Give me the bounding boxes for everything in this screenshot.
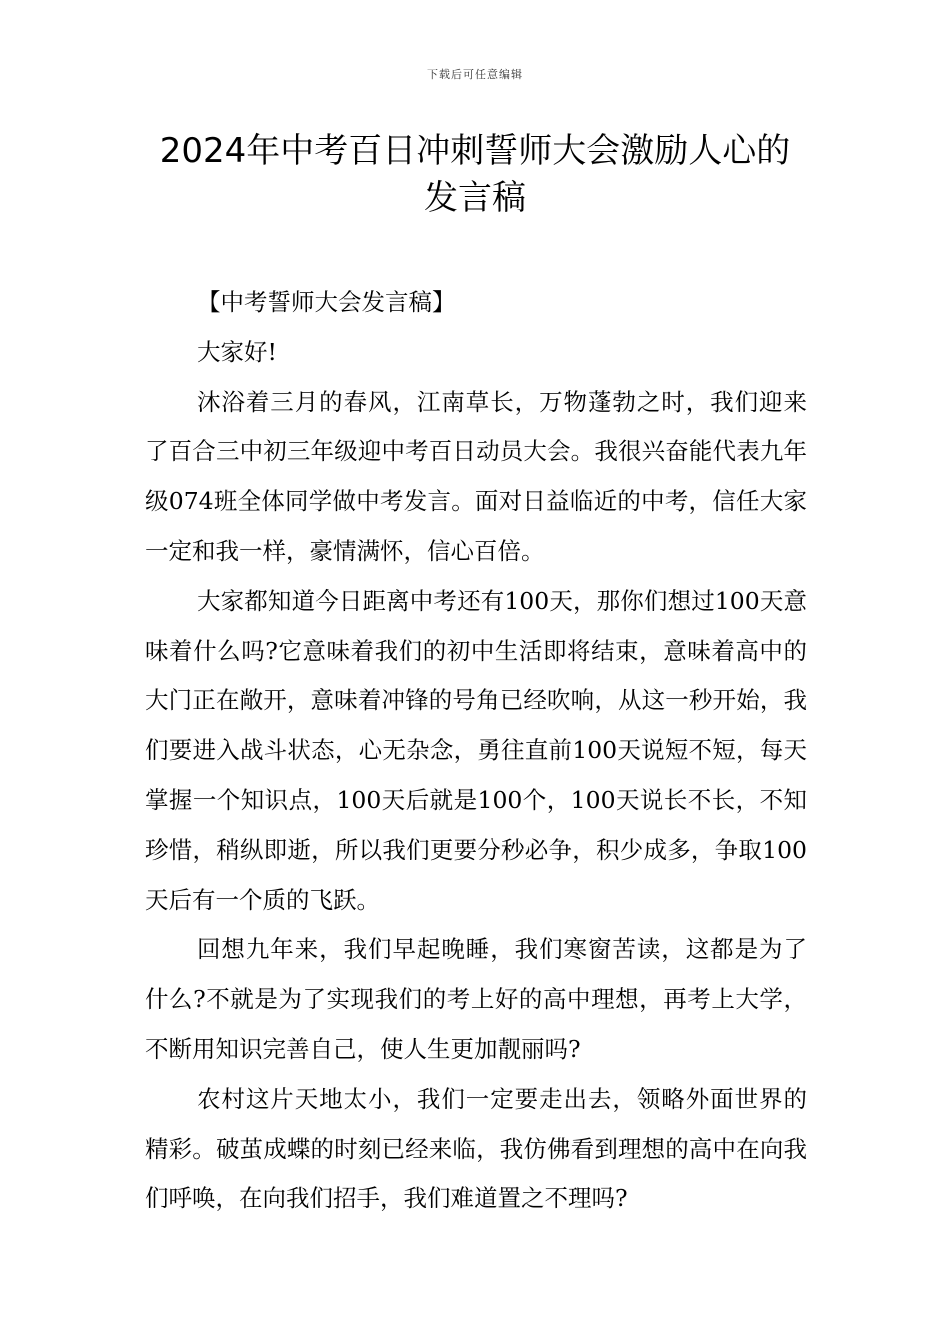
body-paragraph: 大家都知道今日距离中考还有100天，那你们想过100天意味着什么吗?它意味着我们的初中生活即将结束，意味着高中的大门正在敞开，意味着冲锋的号角已经吹响，从这一秒开始，我们要进入战斗状态，心无杂念，勇往直前100天说短不短，每天掌握一个知识点，100天后就是100个，100天说长不长，不知珍惜，稍纵即逝，所以我们更要分秒必争，积少成多，争取100天后有一个质的飞跃。 [145, 586, 807, 914]
document-body [145, 278, 807, 1224]
body-paragraph: 回想九年来，我们早起晚睡，我们寒窗苦读，这都是为了什么?不就是为了实现我们的考上好的高中理想，再考上大学，不断用知识完善自己，使人生更加靓丽吗? [145, 935, 807, 1063]
body-paragraph: 农村这片天地太小，我们一定要走出去，领略外面世界的精彩。破茧成蝶的时刻已经来临，我仿佛看到理想的高中在向我们呼唤，在向我们招手，我们难道置之不理吗? [145, 1084, 807, 1213]
document-title [110, 128, 840, 222]
section-heading: 【中考誓师大会发言稿】 [197, 288, 456, 316]
body-paragraph: 沐浴着三月的春风，江南草长，万物蓬勃之时，我们迎来了百合三中初三年级迎中考百日动员大会。我很兴奋能代表九年级074班全体同学做中考发言。面对日益临近的中考，信任大家一定和我一样，豪情满怀，信心百倍。 [145, 387, 807, 565]
document-title-line-2: 发言稿 [424, 178, 526, 218]
document-title-line-1: 2024年中考百日冲刺誓师大会激励人心的 [159, 131, 791, 171]
greeting-paragraph: 大家好! [197, 337, 277, 366]
page-header-note: 下载后可任意编辑 [427, 68, 523, 81]
